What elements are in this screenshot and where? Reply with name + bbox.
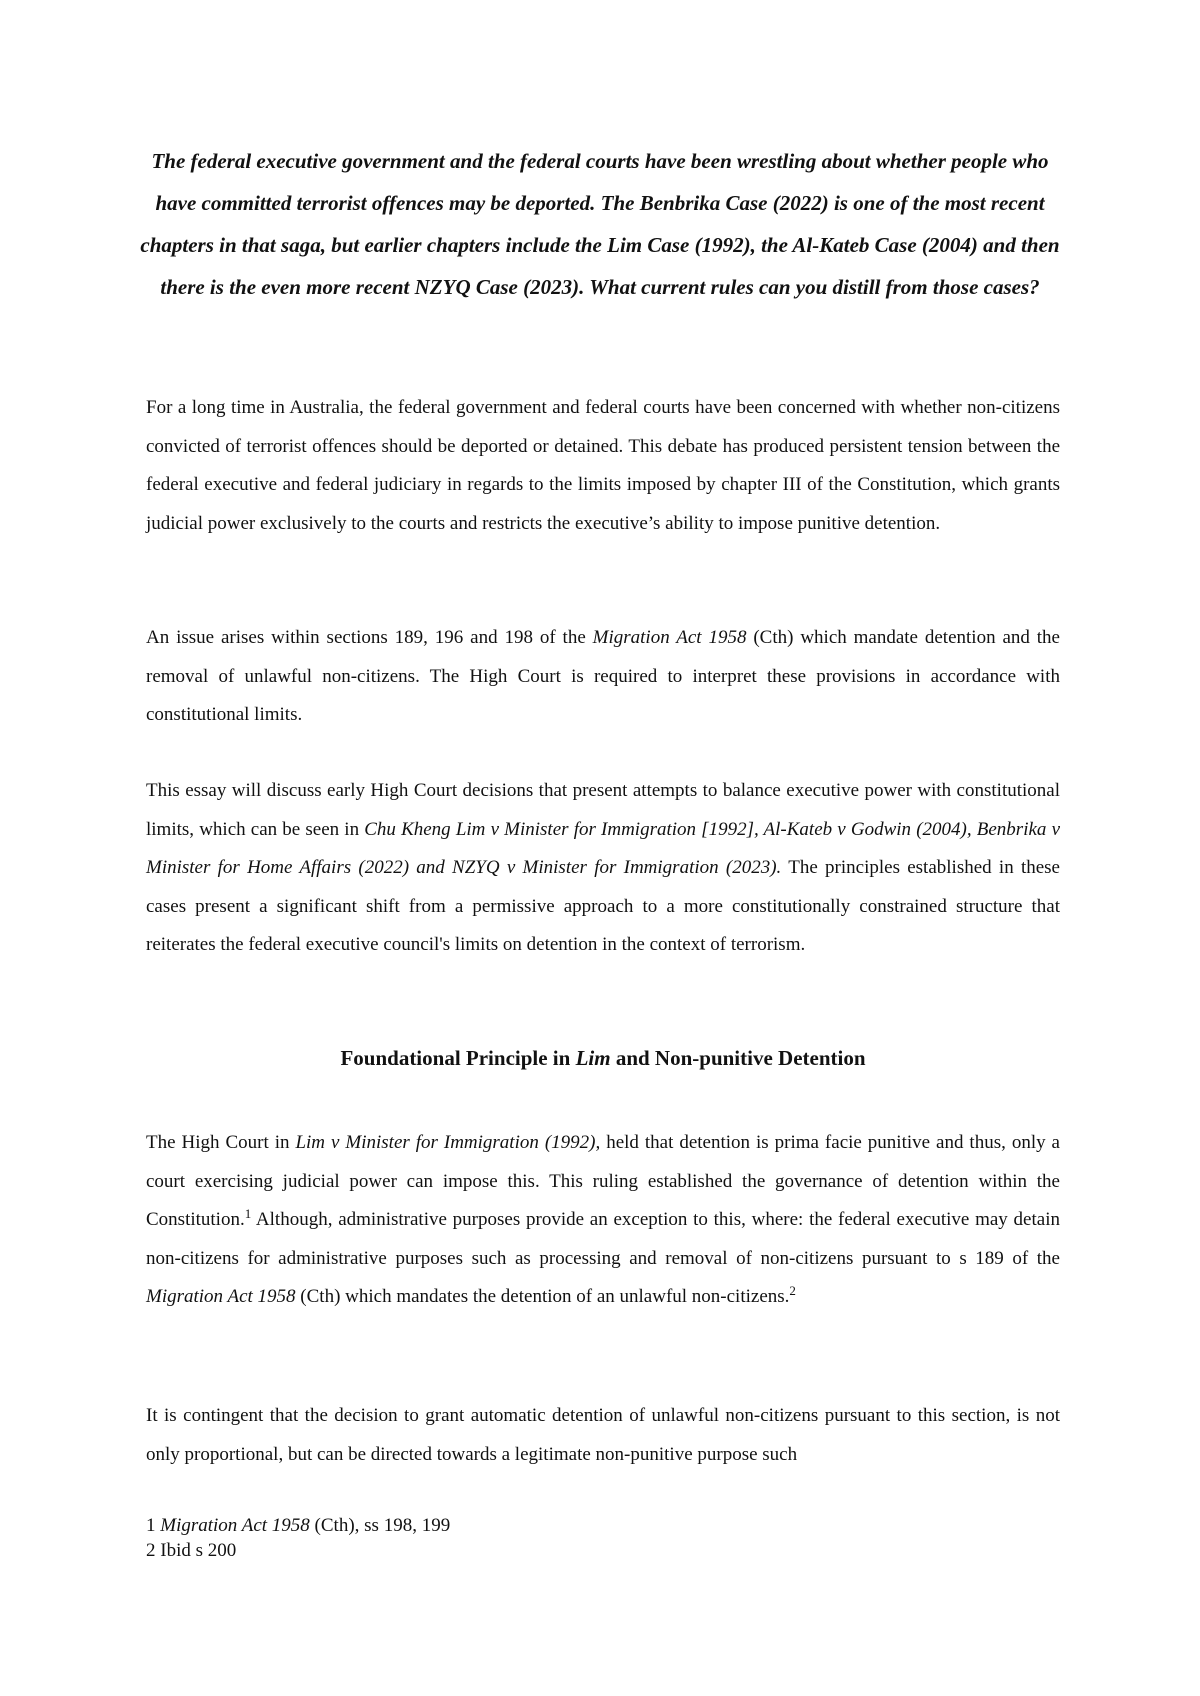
act-title: Migration Act 1958 bbox=[160, 1515, 310, 1536]
paragraph-text: The High Court in bbox=[146, 1132, 296, 1153]
act-title: Migration Act 1958 bbox=[146, 1286, 296, 1307]
heading-text: Foundational Principle in bbox=[340, 1046, 576, 1070]
footnote-2 bbox=[146, 1538, 1060, 1563]
footnote-ref-1[interactable]: 1 bbox=[244, 1206, 252, 1221]
paragraph-text: This essay will discuss early High Court decisions that present attempts to balance executive power with constitutional limits, which can be seen in bbox=[146, 780, 1060, 840]
footnote-1 bbox=[146, 1513, 1060, 1538]
lim-paragraph bbox=[146, 1124, 1060, 1317]
heading-text: and Non-punitive Detention bbox=[610, 1046, 866, 1070]
footnotes bbox=[146, 1513, 1060, 1563]
case-name: Lim v Minister for Immigration (1992), bbox=[295, 1132, 601, 1153]
contingent-paragraph: It is contingent that the decision to grant automatic detention of unlawful non-citizens pursuant to this section, is not only proportional, but can be directed towards a legitimate non-punitive purpose such bbox=[146, 1405, 1060, 1465]
act-title: Migration Act 1958 bbox=[592, 627, 747, 648]
paragraph-text: Although, administrative purposes provide an exception to this, where: the federal executive may detain non-citizens for administrative purposes such as processing and removal of non-citizens pursuant to s 189 of the bbox=[146, 1209, 1060, 1269]
case-list: Chu Kheng Lim v Minister for Immigration [1992], Al-Kateb v Godwin (2004), Benbrika v Minister for Home Affairs (2022) and NZYQ v Minister for Immigration (2023). bbox=[146, 818, 1060, 878]
footnote-text: (Cth), ss 198, 199 bbox=[309, 1515, 451, 1536]
heading-case-name: Lim bbox=[575, 1046, 611, 1070]
paragraph-text: The principles established in these cases present a significant shift from a permissive approach to a more constitutionally constrained structure that reiterates the federal executive council's limits on detention in the context of terrorism. bbox=[146, 857, 1060, 955]
issue-paragraph bbox=[146, 619, 1060, 735]
essay-question: The federal executive government and the federal courts have been wrestling about whether people who have committed terrorist offences may be deported. The Benbrika Case (2022) is one of the most recent chapters in that saga, but earlier chapters include the Lim Case (1992), the Al-Kateb Case (2004) and then there is the even more recent NZYQ Case (2023). What current rules can you distill from those cases? bbox=[140, 149, 1060, 299]
footnote-number: 1 bbox=[146, 1515, 161, 1536]
footnote-number: 2 bbox=[146, 1540, 161, 1561]
footnote-text: Ibid s 200 bbox=[160, 1540, 237, 1561]
footnote-ref-2[interactable]: 2 bbox=[789, 1283, 796, 1298]
paragraph-text: An issue arises within sections 189, 196 and 198 of the bbox=[146, 627, 593, 648]
outline-paragraph bbox=[146, 772, 1060, 965]
intro-paragraph: For a long time in Australia, the federal government and federal courts have been concerned with whether non-citizens convicted of terrorist offences should be deported or detained. This debate has produced persistent tension between the federal executive and federal judiciary in regards to the limits imposed by chapter III of the Constitution, which grants judicial power exclusively to the courts and restricts the executive’s ability to impose punitive detention. bbox=[146, 397, 1060, 534]
paragraph-text: held that detention is prima facie punitive and thus, only a court exercising judicial power can impose this. This ruling established the governance of detention within the Constitution. bbox=[146, 1132, 1060, 1230]
paragraph-text: (Cth) which mandate detention and the removal of unlawful non-citizens. The High Court is required to interpret these provisions in accordance with constitutional limits. bbox=[146, 627, 1060, 725]
section-heading bbox=[146, 1043, 1060, 1073]
paragraph-text: (Cth) which mandates the detention of an unlawful non-citizens. bbox=[295, 1286, 790, 1307]
